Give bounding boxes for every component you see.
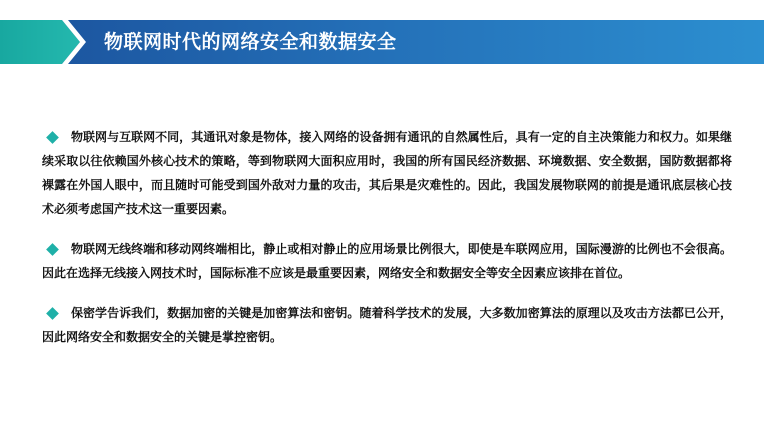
paragraph-2 (42, 237, 732, 285)
paragraph-2-text: 物联网无线终端和移动网终端相比，静止或相对静止的应用场景比例很大，即使是车联网应用，国际漫游的比例也不会很高。因此在选择无线接入网技术时，国际标准不应该是最重要因素，网络安全和数据安全等安全因素应该排在首位。 (42, 242, 732, 280)
paragraph-1-text: 物联网与互联网不同，其通讯对象是物体，接入网络的设备拥有通讯的自然属性后，具有一定的自主决策能力和权力。如果继续采取以往依赖国外核心技术的策略，等到物联网大面积应用时，我国的所有国民经济数据、环境数据、安全数据，国防数据都将裸露在外国人眼中，而且随时可能受到国外敌对力量的攻击，其后果是灾难性的。因此，我国发展物联网的前提是通讯底层核心技术必须考虑国产技术这一重要因素。 (42, 130, 732, 216)
title-banner (0, 20, 764, 64)
paragraph-3 (42, 301, 732, 349)
diamond-bullet-icon (46, 307, 59, 320)
paragraph-3-text: 保密学告诉我们，数据加密的关键是加密算法和密钥。随着科学技术的发展，大多数加密算法的原理以及攻击方法都已公开，因此网络安全和数据安全的关键是掌控密钥。 (42, 306, 732, 344)
content-body (42, 125, 732, 365)
page-title: 物联网时代的网络安全和数据安全 (104, 31, 397, 53)
diamond-bullet-icon (46, 131, 59, 144)
diamond-bullet-icon (46, 243, 59, 256)
paragraph-1 (42, 125, 732, 221)
